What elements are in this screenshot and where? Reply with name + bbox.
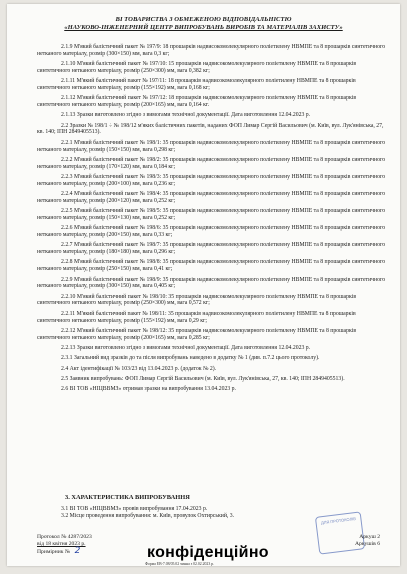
paragraph: 2.4 Акт ідентифікації № 103/23 від 13.04.2023 р. (додаток № 2). — [61, 365, 217, 372]
paragraph: 2.2.9 М'який балістичний пакет № 198/9: 35 прошарків надвисокомолекулярного поліетилену НВМПЕ та 8 прошарків синтетичного нетканого матеріалу, розмір (300×150) мм, вага 0,405 кг; — [37, 276, 386, 290]
paragraph: 2.1.9 М'який балістичний пакет № 197/9: 18 прошарків надвисокомолекулярного поліетилену НВМПЕ та 8 прошарків синтетичного нетканого матеріалу, розмір (300×150) мм, вага 0,3 кг; — [37, 44, 386, 57]
footer-left — [37, 534, 92, 556]
paragraph: 2.2.4 М'який балістичний пакет № 198/4: 35 прошарків надвисокомолекулярного поліетилену НВМПЕ та 8 прошарків синтетичного нетканого матеріалу, розмір (200×120) мм, вага 0,252 кг; — [37, 191, 386, 204]
paragraph: 2.2 Зразки № 198/1 ÷ № 198/12 м'яких балістичних пакетів, наданих ФОП Лимар Сергій Васильович (м. Київ, вул. Лук'янівська, 27, кв. 140; ІПН 2849405513). — [37, 122, 384, 136]
header-line-2: «НАУКОВО-ІНЖЕНЕРНИЙ ЦЕНТР ВИПРОБУВАНЬ ВИРОБІВ ТА МАТЕРІАЛІВ ЗАХИСТУ» — [64, 24, 343, 32]
document-header — [7, 16, 400, 32]
document-page — [7, 4, 400, 566]
copy-number: 2 — [74, 546, 81, 556]
paragraph: 2.1.13 Зразки виготовлено згідно з вимогами технічної документації. Дата виготовлення 12.04.2023 р. — [61, 112, 311, 119]
stamp-text: ДЛЯ ПРОТОКОЛІВ — [320, 515, 357, 526]
paragraph: 2.2.6 М'який балістичний пакет № 198/6: 35 прошарків надвисокомолекулярного поліетилену НВМПЕ та 8 прошарків синтетичного нетканого матеріалу, розмір (200×150) мм, вага 0,33 кг; — [37, 225, 386, 239]
paragraph: 2.2.5 М'який балістичний пакет № 198/5: 35 прошарків надвисокомолекулярного поліетилену НВМПЕ та 8 прошарків синтетичного нетканого матеріалу, розмір (150×130) мм, вага 0,252 кг; — [37, 208, 386, 221]
protocol-number: Протокол № 4287/2023 — [37, 534, 92, 540]
sheet-number: Аркуш 2 — [359, 534, 380, 540]
paragraph: 2.2.1 М'який балістичний пакет № 198/1: 35 прошарків надвисокомолекулярного поліетилену НВМПЕ та 8 прошарків синтетичного нетканого матеріалу, розмір (150×150) мм, вага 0,298 кг; — [37, 139, 386, 153]
paragraph: 2.3.1 Загальний вид зразків до та після випробувань наведено в додатку № 1 (див. п.7.2 цього протоколу). — [61, 355, 320, 362]
paragraph: 2.2.3 М'який балістичний пакет № 198/3: 35 прошарків надвисокомолекулярного поліетилену НВМПЕ та 8 прошарків синтетичного нетканого матеріалу, розмір (200×100) мм, вага 0,236 кг; — [37, 174, 386, 187]
paragraph: 2.2.7 М'який балістичний пакет № 198/7: 35 прошарків надвисокомолекулярного поліетилену НВМПЕ та 8 прошарків синтетичного нетканого матеріалу, розмір (180×180) мм, вага 0,296 кг; — [37, 242, 386, 256]
paragraph: 2.1.12 М'який балістичний пакет № 197/12: 18 прошарків надвисокомолекулярного поліетилену НВМПЕ та 8 прошарків синтетичного нетканого матеріалу, розмір (200×165) мм, вага 0,164 кг. — [37, 95, 357, 109]
sheet-count: Аркушів 6 — [355, 541, 380, 547]
paragraph: 2.6 ВІ ТОВ «НІЦВВМЗ» отримав зразки на випробування 13.04.2023 р. — [61, 386, 236, 393]
section-line: 3.2 Місце проведення випробування: м. Київ, провулок Охтирський, 3. — [61, 513, 235, 520]
header-line-1: ВІ ТОВАРИСТВА З ОБМЕЖЕНОЮ ВІДПОВІДАЛЬНІСТЮ — [115, 16, 292, 23]
section-title: 3. ХАРАКТЕРИСТИКА ВИПРОБУВАННЯ — [65, 494, 190, 501]
stamp — [315, 511, 365, 554]
protocol-date: від 18 квітня 2023 р. — [37, 541, 86, 547]
form-code: Форма ЕВ-7.08/05.02 чинна з 02.02.2023 р. — [145, 562, 215, 566]
paragraph: 2.2.11 М'який балістичний пакет № 198/11: 35 прошарків надвисокомолекулярного поліетилену НВМПЕ та 8 прошарків синтетичного нетканого матеріалу, розмір (155×192) мм, вага 0,29 кг; — [37, 310, 356, 324]
paragraph: 2.1.11 М'який балістичний пакет № 197/11: 18 прошарків надвисокомолекулярного поліетилену НВМПЕ та 8 прошарків синтетичного нетканого матеріалу, розмір (155×192) мм, вага 0,168 кг; — [37, 78, 356, 91]
paragraph: 2.1.10 М'який балістичний пакет № 197/10: 15 прошарків надвисокомолекулярного поліетилену НВМПЕ та 8 прошарків синтетичного нетканого матеріалу, розмір (250×300) мм, вага 0,382 кг; — [37, 61, 357, 74]
paragraph: 2.5 Заявник випробувань: ФОП Лимар Сергій Васильович (м. Київ, вул. Лук'янівська, 27, кв. 140; ІПН 2849405513). — [61, 375, 345, 382]
copy-line — [37, 548, 92, 556]
paragraph: 2.2.2 М'який балістичний пакет № 198/2: 35 прошарків надвисокомолекулярного поліетилену НВМПЕ та 8 прошарків синтетичного нетканого матеріалу, розмір (170×120) мм, вага 0,184 кг; — [37, 156, 386, 170]
section-line: 3.1 ВІ ТОВ «НІЦВВМЗ» провів випробування 17.04.2023 р. — [61, 506, 208, 512]
paragraph: 2.2.8 М'який балістичний пакет № 198/8: 35 прошарків надвисокомолекулярного поліетилену НВМПЕ та 8 прошарків синтетичного нетканого матеріалу, розмір (250×150) мм, вага 0,41 кг; — [37, 259, 386, 273]
footer-right — [355, 534, 380, 548]
paragraph: 2.2.13 Зразки виготовлено згідно з вимогами технічної документації. Дата виготовлення 12.04.2023 р. — [61, 344, 311, 351]
paragraph: 2.2.10 М'який балістичний пакет № 198/10: 35 прошарків надвисокомолекулярного поліетилену НВМПЕ та 8 прошарків синтетичного нетканого матеріалу, розмір (250×300) мм, вага 0,572 кг; — [37, 293, 357, 307]
confidential-watermark: конфіденційно — [147, 544, 269, 561]
copy-label: Примірник № — [37, 549, 71, 555]
document-body — [37, 44, 390, 397]
paragraph: 2.2.12 М'який балістичний пакет № 198/12: 35 прошарків надвисокомолекулярного поліетилену НВМПЕ та 8 прошарків синтетичного нетканого матеріалу, розмір (200×165) мм, вага 0,285 кг; — [37, 327, 357, 341]
